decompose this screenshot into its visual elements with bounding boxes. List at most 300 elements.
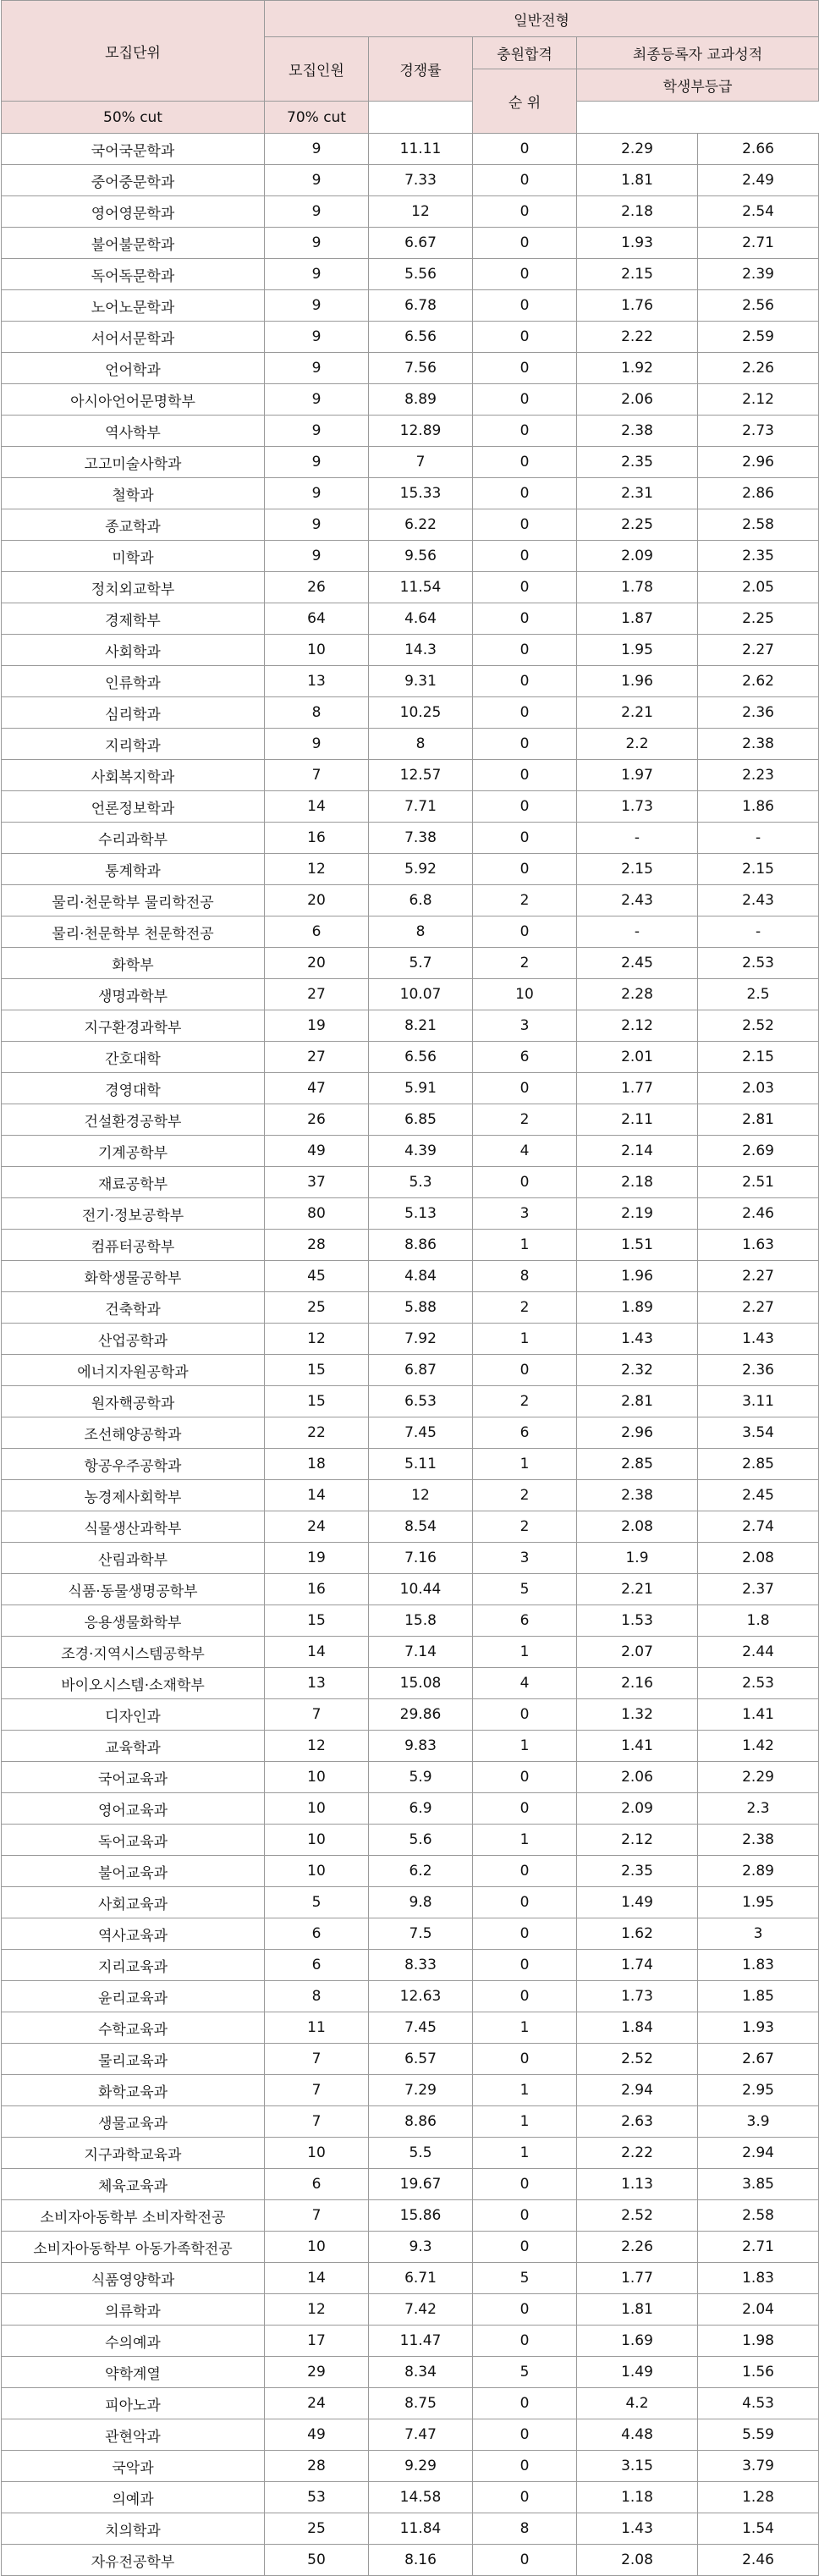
cell-rank: 0 xyxy=(473,259,577,290)
cell-cut-50: 1.96 xyxy=(577,1261,698,1292)
cell-competition-rate: 5.11 xyxy=(369,1449,473,1480)
cell-cut-70: 2.81 xyxy=(698,1104,819,1136)
header-cut-50: 50% cut xyxy=(2,102,265,134)
cell-cut-70: 1.56 xyxy=(698,2357,819,2388)
cell-cut-70: 1.95 xyxy=(698,1887,819,1918)
table-row xyxy=(2,2138,819,2169)
cell-competition-rate: 7.16 xyxy=(369,1543,473,1574)
cell-rank: 6 xyxy=(473,1417,577,1449)
cell-rank: 3 xyxy=(473,1010,577,1042)
cell-cut-50: 1.95 xyxy=(577,635,698,666)
cell-competition-rate: 7.92 xyxy=(369,1324,473,1355)
header-quota: 모집인원 xyxy=(265,37,369,102)
cell-cut-70: 2.52 xyxy=(698,1010,819,1042)
cell-rank: 1 xyxy=(473,1731,577,1762)
cell-quota: 17 xyxy=(265,2326,369,2357)
cell-competition-rate: 8.54 xyxy=(369,1511,473,1543)
cell-cut-50: 2.45 xyxy=(577,948,698,979)
cell-cut-70: 2.35 xyxy=(698,541,819,572)
table-header xyxy=(2,1,819,134)
cell-competition-rate: 12.89 xyxy=(369,416,473,447)
cell-unit: 의류학과 xyxy=(2,2294,265,2326)
cell-quota: 9 xyxy=(265,259,369,290)
cell-rank: 8 xyxy=(473,1261,577,1292)
cell-quota: 5 xyxy=(265,1887,369,1918)
cell-cut-50: 2.12 xyxy=(577,1010,698,1042)
cell-rank: 0 xyxy=(473,1950,577,1981)
cell-competition-rate: 9.83 xyxy=(369,1731,473,1762)
cell-cut-70: 2.71 xyxy=(698,228,819,259)
cell-rank: 0 xyxy=(473,1981,577,2012)
table-row xyxy=(2,1637,819,1668)
cell-cut-70: 2.39 xyxy=(698,259,819,290)
cell-cut-70: 3.79 xyxy=(698,2451,819,2482)
cell-cut-50: 2.11 xyxy=(577,1104,698,1136)
cell-cut-50: 1.53 xyxy=(577,1605,698,1637)
cell-competition-rate: 15.33 xyxy=(369,478,473,509)
cell-unit: 수학교육과 xyxy=(2,2012,265,2044)
cell-rank: 1 xyxy=(473,1637,577,1668)
cell-competition-rate: 4.39 xyxy=(369,1136,473,1167)
table-row xyxy=(2,2044,819,2075)
header-general-admission: 일반전형 xyxy=(265,1,819,37)
table-row xyxy=(2,1543,819,1574)
cell-cut-70: 2.37 xyxy=(698,1574,819,1605)
table-row xyxy=(2,509,819,541)
cell-rank: 0 xyxy=(473,2200,577,2232)
table-row xyxy=(2,1324,819,1355)
table-row xyxy=(2,2294,819,2326)
cell-cut-50: 1.84 xyxy=(577,2012,698,2044)
cell-cut-70: 3 xyxy=(698,1918,819,1950)
cell-cut-50: - xyxy=(577,823,698,854)
cell-competition-rate: 6.8 xyxy=(369,885,473,916)
cell-unit: 인류학과 xyxy=(2,666,265,697)
table-row xyxy=(2,1762,819,1793)
cell-unit: 응용생물화학부 xyxy=(2,1605,265,1637)
cell-quota: 7 xyxy=(265,2075,369,2106)
table-row xyxy=(2,2169,819,2200)
cell-unit: 독어교육과 xyxy=(2,1825,265,1856)
cell-unit: 사회학과 xyxy=(2,635,265,666)
cell-unit: 소비자아동학부 소비자학전공 xyxy=(2,2200,265,2232)
cell-cut-50: 1.18 xyxy=(577,2482,698,2513)
cell-rank: 2 xyxy=(473,1386,577,1417)
cell-cut-50: 2.25 xyxy=(577,509,698,541)
cell-cut-50: 1.81 xyxy=(577,2294,698,2326)
cell-quota: 27 xyxy=(265,979,369,1010)
cell-unit: 지리학과 xyxy=(2,729,265,760)
cell-quota: 6 xyxy=(265,1950,369,1981)
cell-cut-50: 2.28 xyxy=(577,979,698,1010)
cell-unit: 약학계열 xyxy=(2,2357,265,2388)
cell-unit: 자유전공학부 xyxy=(2,2545,265,2576)
table-row xyxy=(2,948,819,979)
cell-competition-rate: 7.33 xyxy=(369,165,473,196)
cell-quota: 15 xyxy=(265,1355,369,1386)
table-row xyxy=(2,1825,819,1856)
cell-rank: 0 xyxy=(473,603,577,635)
cell-quota: 9 xyxy=(265,322,369,353)
cell-unit: 국악과 xyxy=(2,2451,265,2482)
cell-quota: 45 xyxy=(265,1261,369,1292)
cell-competition-rate: 15.86 xyxy=(369,2200,473,2232)
cell-quota: 10 xyxy=(265,1793,369,1825)
cell-cut-70: 2.36 xyxy=(698,697,819,729)
cell-competition-rate: 6.56 xyxy=(369,1042,473,1073)
cell-competition-rate: 9.3 xyxy=(369,2232,473,2263)
cell-cut-50: 2.35 xyxy=(577,447,698,478)
cell-rank: 6 xyxy=(473,1042,577,1073)
table-row xyxy=(2,2012,819,2044)
cell-unit: 지구과학교육과 xyxy=(2,2138,265,2169)
cell-quota: 64 xyxy=(265,603,369,635)
cell-competition-rate: 7.42 xyxy=(369,2294,473,2326)
cell-cut-70: 1.86 xyxy=(698,791,819,823)
cell-cut-70: 2.43 xyxy=(698,885,819,916)
cell-cut-70: 2.12 xyxy=(698,384,819,416)
cell-quota: 6 xyxy=(265,2169,369,2200)
cell-quota: 12 xyxy=(265,2294,369,2326)
cell-cut-70: 2.29 xyxy=(698,1762,819,1793)
admissions-table xyxy=(1,0,819,2576)
cell-rank: 5 xyxy=(473,1574,577,1605)
cell-competition-rate: 7.14 xyxy=(369,1637,473,1668)
cell-quota: 8 xyxy=(265,697,369,729)
cell-competition-rate: 6.78 xyxy=(369,290,473,322)
cell-cut-70: 1.43 xyxy=(698,1324,819,1355)
table-row xyxy=(2,478,819,509)
table-row xyxy=(2,1480,819,1511)
cell-quota: 10 xyxy=(265,1762,369,1793)
cell-quota: 20 xyxy=(265,948,369,979)
cell-rank: 0 xyxy=(473,2419,577,2451)
cell-cut-70: 2.67 xyxy=(698,2044,819,2075)
cell-cut-50: 2.15 xyxy=(577,854,698,885)
cell-competition-rate: 10.07 xyxy=(369,979,473,1010)
cell-cut-70: 2.73 xyxy=(698,416,819,447)
cell-rank: 0 xyxy=(473,916,577,948)
cell-unit: 불어불문학과 xyxy=(2,228,265,259)
cell-quota: 26 xyxy=(265,572,369,603)
cell-cut-50: 3.15 xyxy=(577,2451,698,2482)
cell-cut-70: 2.59 xyxy=(698,322,819,353)
cell-cut-50: 2.15 xyxy=(577,259,698,290)
cell-unit: 고고미술사학과 xyxy=(2,447,265,478)
cell-cut-50: 1.73 xyxy=(577,791,698,823)
table-row xyxy=(2,1918,819,1950)
cell-quota: 9 xyxy=(265,165,369,196)
cell-competition-rate: 6.2 xyxy=(369,1856,473,1887)
cell-cut-50: 1.77 xyxy=(577,2263,698,2294)
cell-cut-50: 1.73 xyxy=(577,1981,698,2012)
cell-cut-50: 2.22 xyxy=(577,2138,698,2169)
cell-cut-50: 2.09 xyxy=(577,1793,698,1825)
cell-rank: 0 xyxy=(473,635,577,666)
cell-quota: 9 xyxy=(265,228,369,259)
cell-cut-70: 2.69 xyxy=(698,1136,819,1167)
cell-competition-rate: 11.11 xyxy=(369,134,473,165)
cell-competition-rate: 12 xyxy=(369,1480,473,1511)
cell-rank: 2 xyxy=(473,1104,577,1136)
table-row xyxy=(2,1073,819,1104)
table-row xyxy=(2,290,819,322)
cell-rank: 10 xyxy=(473,979,577,1010)
cell-unit: 역사학부 xyxy=(2,416,265,447)
cell-cut-50: 1.43 xyxy=(577,2513,698,2545)
cell-competition-rate: 7.5 xyxy=(369,1918,473,1950)
cell-quota: 9 xyxy=(265,478,369,509)
cell-unit: 사회교육과 xyxy=(2,1887,265,1918)
cell-competition-rate: 29.86 xyxy=(369,1699,473,1731)
cell-cut-50: 2.06 xyxy=(577,384,698,416)
cell-rank: 0 xyxy=(473,290,577,322)
cell-cut-70: 2.38 xyxy=(698,729,819,760)
cell-cut-70: 2.25 xyxy=(698,603,819,635)
cell-competition-rate: 7.38 xyxy=(369,823,473,854)
cell-rank: 0 xyxy=(473,2294,577,2326)
cell-quota: 50 xyxy=(265,2545,369,2576)
cell-rank: 0 xyxy=(473,1793,577,1825)
cell-cut-50: 2.38 xyxy=(577,1480,698,1511)
cell-unit: 컴퓨터공학부 xyxy=(2,1230,265,1261)
cell-cut-70: 1.28 xyxy=(698,2482,819,2513)
cell-quota: 16 xyxy=(265,1574,369,1605)
cell-unit: 영어교육과 xyxy=(2,1793,265,1825)
cell-rank: 0 xyxy=(473,1355,577,1386)
cell-unit: 중어중문학과 xyxy=(2,165,265,196)
cell-cut-50: 1.81 xyxy=(577,165,698,196)
cell-cut-70: - xyxy=(698,823,819,854)
table-row xyxy=(2,2075,819,2106)
cell-rank: 0 xyxy=(473,1887,577,1918)
cell-cut-50: 2.43 xyxy=(577,885,698,916)
table-row xyxy=(2,2482,819,2513)
cell-cut-70: 3.11 xyxy=(698,1386,819,1417)
cell-unit: 통계학과 xyxy=(2,854,265,885)
table-row xyxy=(2,603,819,635)
cell-cut-70: 2.46 xyxy=(698,1198,819,1230)
cell-quota: 9 xyxy=(265,729,369,760)
table-row xyxy=(2,2263,819,2294)
cell-cut-50: 2.96 xyxy=(577,1417,698,1449)
table-row xyxy=(2,885,819,916)
cell-quota: 25 xyxy=(265,1292,369,1324)
cell-cut-70: 2.04 xyxy=(698,2294,819,2326)
cell-quota: 13 xyxy=(265,666,369,697)
cell-quota: 18 xyxy=(265,1449,369,1480)
cell-cut-70: 1.83 xyxy=(698,2263,819,2294)
cell-rank: 0 xyxy=(473,854,577,885)
cell-quota: 14 xyxy=(265,2263,369,2294)
cell-rank: 6 xyxy=(473,1605,577,1637)
cell-unit: 식물생산과학부 xyxy=(2,1511,265,1543)
cell-rank: 0 xyxy=(473,666,577,697)
cell-unit: 항공우주공학과 xyxy=(2,1449,265,1480)
cell-rank: 0 xyxy=(473,196,577,228)
table-row xyxy=(2,541,819,572)
table-row xyxy=(2,416,819,447)
cell-quota: 49 xyxy=(265,2419,369,2451)
cell-rank: 0 xyxy=(473,447,577,478)
cell-competition-rate: 5.56 xyxy=(369,259,473,290)
cell-competition-rate: 6.85 xyxy=(369,1104,473,1136)
cell-quota: 37 xyxy=(265,1167,369,1198)
cell-cut-50: 1.77 xyxy=(577,1073,698,1104)
cell-cut-70: 2.46 xyxy=(698,2545,819,2576)
table-row xyxy=(2,322,819,353)
cell-unit: 소비자아동학부 아동가족학전공 xyxy=(2,2232,265,2263)
header-competition-rate: 경쟁률 xyxy=(369,37,473,102)
cell-rank: 0 xyxy=(473,2388,577,2419)
cell-unit: 지구환경과학부 xyxy=(2,1010,265,1042)
cell-quota: 9 xyxy=(265,134,369,165)
cell-cut-70: 2.53 xyxy=(698,1668,819,1699)
cell-quota: 10 xyxy=(265,2138,369,2169)
cell-competition-rate: 5.6 xyxy=(369,1825,473,1856)
cell-cut-50: 1.41 xyxy=(577,1731,698,1762)
cell-rank: 1 xyxy=(473,2106,577,2138)
cell-rank: 5 xyxy=(473,2263,577,2294)
table-row xyxy=(2,384,819,416)
cell-cut-70: 2.74 xyxy=(698,1511,819,1543)
cell-rank: 0 xyxy=(473,165,577,196)
cell-rank: 0 xyxy=(473,697,577,729)
cell-rank: 0 xyxy=(473,384,577,416)
cell-rank: 8 xyxy=(473,2513,577,2545)
table-row xyxy=(2,572,819,603)
cell-quota: 7 xyxy=(265,760,369,791)
cell-quota: 9 xyxy=(265,447,369,478)
cell-rank: 0 xyxy=(473,2451,577,2482)
cell-rank: 0 xyxy=(473,2232,577,2263)
cell-cut-70: 2.49 xyxy=(698,165,819,196)
table-row xyxy=(2,1010,819,1042)
cell-cut-50: 4.48 xyxy=(577,2419,698,2451)
cell-quota: 14 xyxy=(265,791,369,823)
cell-competition-rate: 11.47 xyxy=(369,2326,473,2357)
cell-quota: 7 xyxy=(265,2044,369,2075)
table-row xyxy=(2,1261,819,1292)
cell-competition-rate: 9.56 xyxy=(369,541,473,572)
cell-rank: 0 xyxy=(473,2044,577,2075)
cell-cut-50: 2.63 xyxy=(577,2106,698,2138)
cell-cut-70: 2.03 xyxy=(698,1073,819,1104)
cell-cut-50: 1.43 xyxy=(577,1324,698,1355)
cell-rank: 4 xyxy=(473,1668,577,1699)
cell-cut-70: 2.27 xyxy=(698,635,819,666)
cell-quota: 15 xyxy=(265,1605,369,1637)
cell-cut-50: 1.97 xyxy=(577,760,698,791)
table-row xyxy=(2,854,819,885)
cell-unit: 역사교육과 xyxy=(2,1918,265,1950)
cell-cut-70: 1.8 xyxy=(698,1605,819,1637)
cell-unit: 건설환경공학부 xyxy=(2,1104,265,1136)
table-row xyxy=(2,1731,819,1762)
cell-cut-70: 1.83 xyxy=(698,1950,819,1981)
table-row xyxy=(2,196,819,228)
cell-unit: 산림과학부 xyxy=(2,1543,265,1574)
cell-unit: 심리학과 xyxy=(2,697,265,729)
table-row xyxy=(2,1981,819,2012)
cell-rank: 0 xyxy=(473,1073,577,1104)
header-unit: 모집단위 xyxy=(2,1,265,102)
cell-cut-70: 3.85 xyxy=(698,2169,819,2200)
table-row xyxy=(2,666,819,697)
cell-cut-70: 2.95 xyxy=(698,2075,819,2106)
cell-quota: 7 xyxy=(265,1699,369,1731)
cell-quota: 7 xyxy=(265,2106,369,2138)
cell-competition-rate: 11.54 xyxy=(369,572,473,603)
cell-unit: 물리·천문학부 천문학전공 xyxy=(2,916,265,948)
cell-competition-rate: 8.89 xyxy=(369,384,473,416)
cell-unit: 국어교육과 xyxy=(2,1762,265,1793)
cell-cut-50: 2.19 xyxy=(577,1198,698,1230)
cell-cut-70: 1.54 xyxy=(698,2513,819,2545)
cell-rank: 0 xyxy=(473,416,577,447)
cell-competition-rate: 7.45 xyxy=(369,2012,473,2044)
cell-unit: 재료공학부 xyxy=(2,1167,265,1198)
cell-cut-50: 2.22 xyxy=(577,322,698,353)
cell-quota: 11 xyxy=(265,2012,369,2044)
cell-cut-70: 1.41 xyxy=(698,1699,819,1731)
cell-quota: 9 xyxy=(265,290,369,322)
cell-quota: 10 xyxy=(265,1856,369,1887)
cell-cut-50: 1.9 xyxy=(577,1543,698,1574)
cell-cut-70: 2.62 xyxy=(698,666,819,697)
cell-competition-rate: 5.9 xyxy=(369,1762,473,1793)
cell-cut-50: 1.69 xyxy=(577,2326,698,2357)
cell-cut-70: 4.53 xyxy=(698,2388,819,2419)
cell-cut-50: 1.87 xyxy=(577,603,698,635)
cell-quota: 14 xyxy=(265,1637,369,1668)
cell-quota: 9 xyxy=(265,509,369,541)
cell-competition-rate: 6.67 xyxy=(369,228,473,259)
cell-unit: 물리·천문학부 물리학전공 xyxy=(2,885,265,916)
cell-cut-50: 1.49 xyxy=(577,2357,698,2388)
table-row xyxy=(2,1887,819,1918)
cell-competition-rate: 15.08 xyxy=(369,1668,473,1699)
cell-cut-70: 2.45 xyxy=(698,1480,819,1511)
cell-rank: 0 xyxy=(473,2169,577,2200)
cell-rank: 0 xyxy=(473,572,577,603)
cell-cut-50: 1.96 xyxy=(577,666,698,697)
cell-rank: 2 xyxy=(473,885,577,916)
cell-rank: 0 xyxy=(473,134,577,165)
cell-cut-50: 2.94 xyxy=(577,2075,698,2106)
header-final-registrant-grades: 최종등록자 교과성적 xyxy=(577,37,819,69)
cell-competition-rate: 8.16 xyxy=(369,2545,473,2576)
cell-cut-70: 2.5 xyxy=(698,979,819,1010)
cell-cut-50: 2.35 xyxy=(577,1856,698,1887)
cell-rank: 2 xyxy=(473,1292,577,1324)
cell-cut-50: 2.06 xyxy=(577,1762,698,1793)
table-row xyxy=(2,2388,819,2419)
cell-rank: 0 xyxy=(473,729,577,760)
cell-cut-50: 1.93 xyxy=(577,228,698,259)
cell-unit: 철학과 xyxy=(2,478,265,509)
cell-quota: 49 xyxy=(265,1136,369,1167)
cell-cut-70: 2.36 xyxy=(698,1355,819,1386)
cell-cut-50: 2.52 xyxy=(577,2200,698,2232)
cell-rank: 0 xyxy=(473,1856,577,1887)
cell-unit: 영어영문학과 xyxy=(2,196,265,228)
cell-cut-70: 3.9 xyxy=(698,2106,819,2138)
cell-cut-50: 1.78 xyxy=(577,572,698,603)
cell-unit: 전기·정보공학부 xyxy=(2,1198,265,1230)
cell-rank: 0 xyxy=(473,2482,577,2513)
cell-competition-rate: 8 xyxy=(369,729,473,760)
